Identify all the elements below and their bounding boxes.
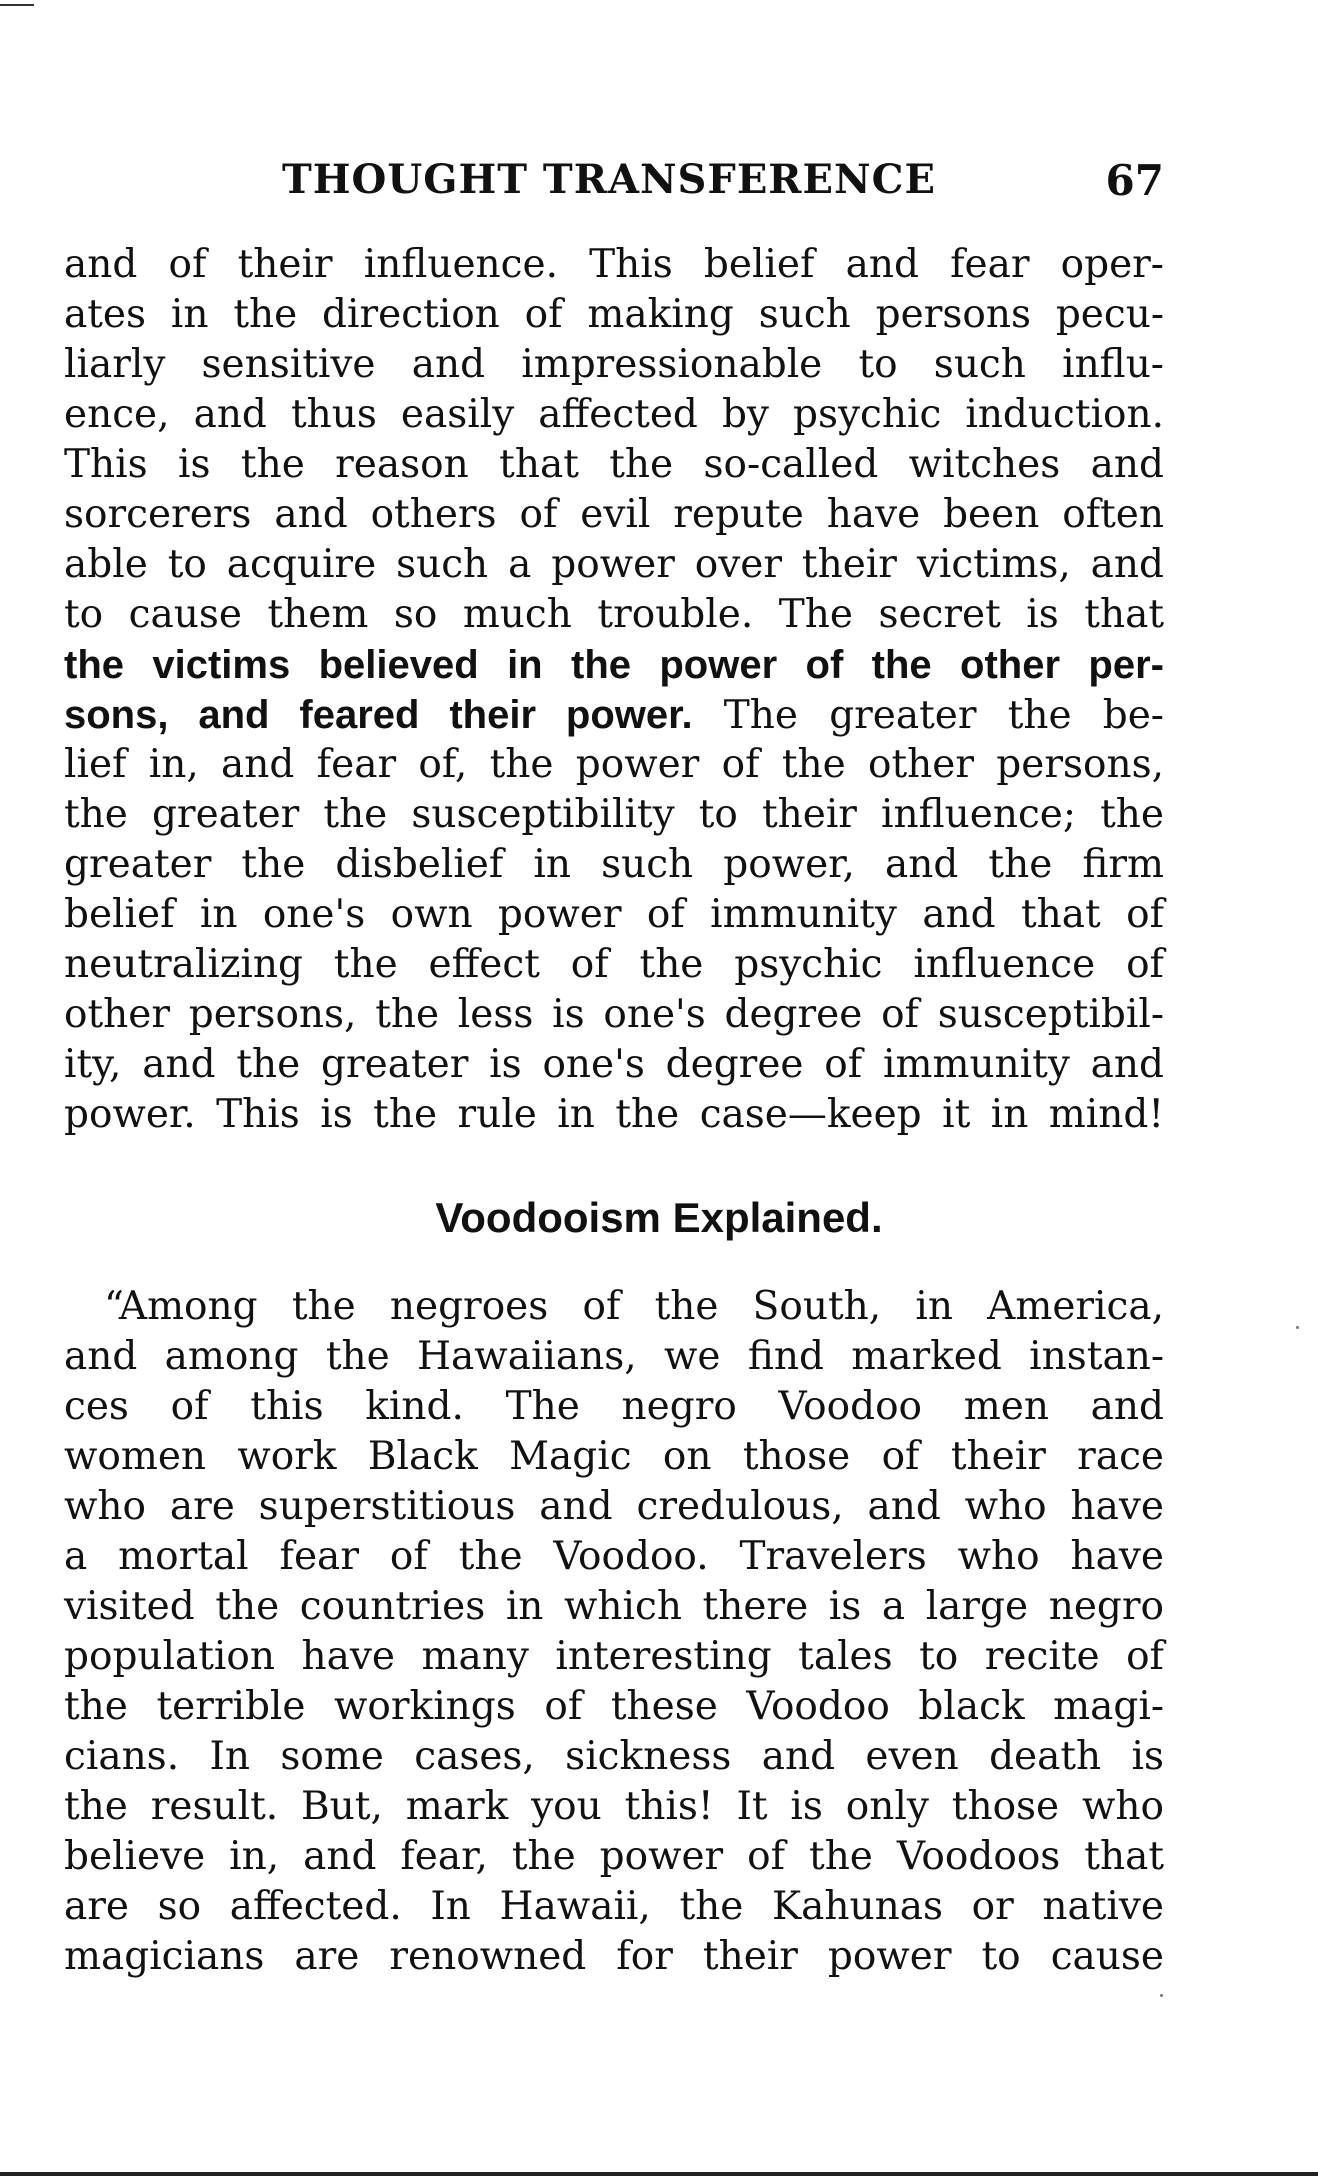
- page-number: 67: [1105, 156, 1164, 205]
- text-line: and of their influence. This belief and fear oper-: [64, 242, 1164, 287]
- text-line: liarly sensitive and impressionable to such influ-: [64, 342, 1164, 387]
- page-bottom-edge: [0, 2172, 1318, 2176]
- text-line: the greater the susceptibility to their influence; the: [64, 792, 1164, 837]
- running-header: [64, 156, 1164, 216]
- text-line: the result. But, mark you this! It is only those who: [64, 1784, 1164, 1829]
- text-line: are so affected. In Hawaii, the Kahunas or native: [64, 1884, 1164, 1929]
- text-line-mixed: [64, 690, 1164, 740]
- text-run: The greater the be-: [723, 693, 1164, 738]
- scan-speck: [1296, 1326, 1299, 1329]
- text-line: magicians are renowned for their power to cause: [64, 1934, 1164, 1979]
- text-line: to cause them so much trouble. The secret is that: [64, 592, 1164, 637]
- text-line: other persons, the less is one's degree of susceptibil-: [64, 992, 1164, 1037]
- text-line: and among the Hawaiians, we find marked instan-: [64, 1334, 1164, 1379]
- text-line: women work Black Magic on those of their race: [64, 1434, 1164, 1479]
- text-line: This is the reason that the so-called witches and: [64, 442, 1164, 487]
- paragraph-influence: [64, 240, 1164, 1140]
- text-line: able to acquire such a power over their victims, and: [64, 542, 1164, 587]
- text-line: who are superstitious and credulous, and who have: [64, 1484, 1164, 1529]
- text-line: greater the disbelief in such power, and the firm: [64, 842, 1164, 887]
- running-title: THOUGHT TRANSFERENCE: [282, 156, 936, 203]
- text-line: lief in, and fear of, the power of the other persons,: [64, 742, 1164, 787]
- paragraph-voodooism: [64, 1282, 1164, 1982]
- scan-corner-mark: [0, 4, 34, 6]
- section-heading: Voodooism Explained.: [435, 1194, 883, 1241]
- scan-speck: [1160, 1994, 1163, 1997]
- emphasis-line: the victims believed in the power of the other per-: [64, 643, 1164, 687]
- text-line: neutralizing the effect of the psychic influence of: [64, 942, 1164, 987]
- text-line: sorcerers and others of evil repute have been often: [64, 492, 1164, 537]
- text-line: “Among the negroes of the South, in America,: [104, 1284, 1164, 1329]
- text-line: a mortal fear of the Voodoo. Travelers who have: [64, 1534, 1164, 1579]
- text-line: ity, and the greater is one's degree of immunity and: [64, 1042, 1164, 1087]
- text-line: believe in, and fear, the power of the Voodoos that: [64, 1834, 1164, 1879]
- text-line: cians. In some cases, sickness and even death is: [64, 1734, 1164, 1779]
- text-line: ence, and thus easily affected by psychic induction.: [64, 392, 1164, 437]
- text-line: power. This is the rule in the case—keep it in mind!: [64, 1092, 1164, 1137]
- text-line: population have many interesting tales to recite of: [64, 1634, 1164, 1679]
- text-line: ates in the direction of making such persons pecu-: [64, 292, 1164, 337]
- text-line: ces of this kind. The negro Voodoo men and: [64, 1384, 1164, 1429]
- text-line: visited the countries in which there is a large negro: [64, 1584, 1164, 1629]
- emphasis-text: sons, and feared their power.: [64, 693, 693, 737]
- text-line: belief in one's own power of immunity and that of: [64, 892, 1164, 937]
- text-line: the terrible workings of these Voodoo black magi-: [64, 1684, 1164, 1729]
